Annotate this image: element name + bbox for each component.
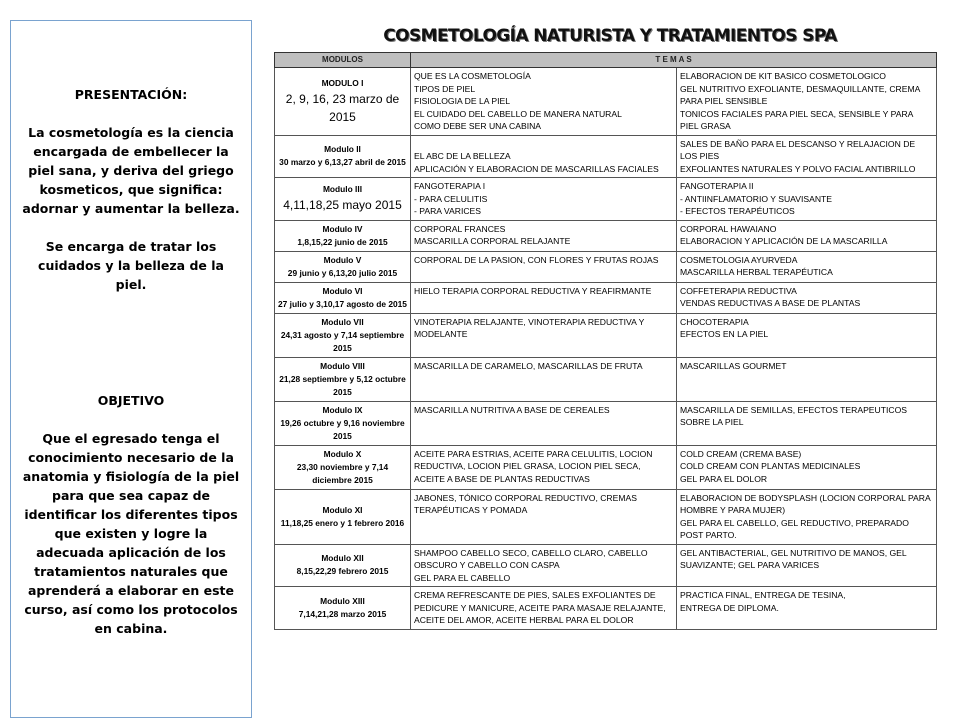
module-cell <box>275 544 411 587</box>
module-dates: 29 junio y 6,13,20 julio 2015 <box>287 267 398 278</box>
module-dates: 19,26 octubre y 9,16 noviembre 2015 <box>280 417 405 441</box>
topic-line: GEL PARA EL CABELLO <box>414 572 511 583</box>
table-row <box>275 489 937 544</box>
topic-line: GEL PARA EL DOLOR <box>680 473 768 484</box>
topic-line: CORPORAL FRANCES <box>414 223 506 234</box>
topic-line: SHAMPOO CABELLO SECO, CABELLO CLARO, CABELLO OBSCURO Y CABELLO CON CASPA <box>414 547 648 570</box>
topics-cell-a <box>411 445 677 489</box>
table-row <box>275 220 937 251</box>
topic-line: VENDAS REDUCTIVAS A BASE DE PLANTAS <box>680 298 861 308</box>
topic-line: ELABORACION Y APLICACIÓN DE LA MASCARILLA <box>680 236 888 246</box>
topics-cell-a <box>411 135 677 178</box>
module-cell <box>275 445 411 489</box>
module-cell <box>275 313 411 357</box>
topic-line: - ANTIINFLAMATORIO Y SUAVISANTE <box>680 193 833 204</box>
module-dates: 4,11,18,25 mayo 2015 <box>283 198 402 213</box>
page-title: COSMETOLOGÍA NATURISTA Y TRATAMIENTOS SPA <box>383 26 837 46</box>
topic-line: GEL PARA EL CABELLO, GEL REDUCTIVO, PREPARADO POST PARTO. <box>680 517 909 540</box>
topics-cell-b <box>677 220 937 251</box>
topic-line: MASCARILLAS GOURMET <box>680 360 787 371</box>
topic-line: TIPOS DE PIEL <box>414 83 476 94</box>
module-dates: 8,15,22,29 febrero 2015 <box>296 566 389 577</box>
topic-line: CORPORAL DE LA PASION, CON FLORES Y FRUTAS ROJAS <box>414 254 659 265</box>
topics-cell-a <box>411 220 677 251</box>
topics-cell-a <box>411 401 677 445</box>
topics-cell-a <box>411 587 677 630</box>
left-info-panel <box>10 20 252 718</box>
topics-cell-b <box>677 357 937 401</box>
topic-line: MASCARILLA DE CARAMELO, MASCARILLAS DE FRUTA <box>414 360 643 371</box>
topic-line: FISIOLOGIA DE LA PIEL <box>414 96 511 106</box>
topic-line: MASCARILLA DE SEMILLAS, EFECTOS TERAPEUTICOS SOBRE LA PIEL <box>680 404 908 427</box>
topics-cell-b <box>677 135 937 178</box>
module-name: Modulo XI <box>322 504 363 515</box>
topic-line: HIELO TERAPIA CORPORAL REDUCTIVA Y REAFIRMANTE <box>414 285 652 296</box>
topic-line: COSMETOLOGIA AYURVEDA <box>680 254 798 265</box>
topic-line: COLD CREAM CON PLANTAS MEDICINALES <box>680 461 861 471</box>
module-name: Modulo XIII <box>320 595 365 606</box>
module-name: Modulo III <box>322 184 363 195</box>
module-dates: 23,30 noviembre y 7,14 diciembre 2015 <box>296 461 389 485</box>
topic-line: FANGOTERAPIA II <box>680 181 754 191</box>
module-name: Modulo V <box>323 254 362 265</box>
topics-cell-a <box>411 68 677 136</box>
topic-line: ELABORACION DE BODYSPLASH (LOCION CORPORAL PARA HOMBRE Y PARA MUJER) <box>680 492 931 515</box>
table-row <box>275 135 937 178</box>
topic-line: - PARA CELULITIS <box>414 193 488 204</box>
topic-line: ENTREGA DE DIPLOMA. <box>680 602 779 613</box>
module-dates: 27 julio y 3,10,17 agosto de 2015 <box>278 298 407 309</box>
module-name: Modulo IX <box>322 404 363 415</box>
module-cell <box>275 135 411 178</box>
topics-cell-b <box>677 251 937 282</box>
topic-line <box>414 138 673 151</box>
objective-heading: OBJETIVO <box>97 393 165 408</box>
topics-cell-a <box>411 313 677 357</box>
topic-line: SALES DE BAÑO PARA EL DESCANSO Y RELAJACION DE LOS PIES <box>680 138 916 161</box>
modules-table <box>274 52 937 630</box>
module-cell <box>275 587 411 630</box>
topic-line: EXFOLIANTES NATURALES Y POLVO FACIAL ANTIBRILLO <box>680 163 916 174</box>
module-name: MODULO I <box>321 77 364 88</box>
table-header-row <box>275 53 937 68</box>
topic-line: ELABORACION DE KIT BASICO COSMETOLOGICO <box>680 71 886 81</box>
presentation-heading: PRESENTACIÓN: <box>74 87 188 102</box>
module-name: Modulo XII <box>321 553 364 564</box>
topic-line: CHOCOTERAPIA <box>680 316 749 327</box>
presentation-text: La cosmetología es la ciencia encargada de embellecer la piel sana, y deriva del griego kosmeticos, que significa: adornar y aumentar la belleza. <box>22 125 240 216</box>
topic-line: ACEITE PARA ESTRIAS, ACEITE PARA CELULITIS, LOCION REDUCTIVA, LOCION PIEL GRASA, LOCION PIEL SECA, ACEITE A BASE DE PLANTAS REDUCTIVAS <box>414 448 653 484</box>
topics-cell-a <box>411 282 677 313</box>
table-row <box>275 544 937 587</box>
topic-line: - EFECTOS TERAPÉUTICOS <box>680 206 795 216</box>
module-cell <box>275 489 411 544</box>
module-name: Modulo IV <box>322 223 363 234</box>
table-row <box>275 357 937 401</box>
topic-line: EL ABC DE LA BELLEZA <box>414 151 511 161</box>
table-row <box>275 587 937 630</box>
topic-line: PRACTICA FINAL, ENTREGA DE TESINA, <box>680 590 846 600</box>
topic-line: COMO DEBE SER UNA CABINA <box>414 121 542 131</box>
module-name: Modulo X <box>323 448 362 459</box>
module-name: Modulo VII <box>321 316 364 327</box>
topics-cell-b <box>677 587 937 630</box>
table-row <box>275 178 937 221</box>
topic-line: APLICACIÓN Y ELABORACION DE MASCARILLAS FACIALES <box>414 163 659 174</box>
table-row <box>275 282 937 313</box>
topic-line: JABONES, TÓNICO CORPORAL REDUCTIVO, CREMAS TERAPÉUTICAS Y POMADA <box>414 492 637 515</box>
table-row <box>275 313 937 357</box>
header-modules: MODULOS <box>275 53 411 68</box>
topic-line: VINOTERAPIA RELAJANTE, VINOTERAPIA REDUCTIVA Y MODELANTE <box>414 316 645 339</box>
table-row <box>275 251 937 282</box>
topics-cell-a <box>411 178 677 221</box>
module-cell <box>275 282 411 313</box>
topic-line: MASCARILLA CORPORAL RELAJANTE <box>414 236 571 246</box>
topic-line: GEL NUTRITIVO EXFOLIANTE, DESMAQUILLANTE, CREMA PARA PIEL SENSIBLE <box>680 83 920 106</box>
topics-cell-a <box>411 357 677 401</box>
module-name: Modulo VI <box>322 285 363 296</box>
module-cell <box>275 178 411 221</box>
topic-line: COLD CREAM (CREMA BASE) <box>680 448 802 459</box>
topics-cell-a <box>411 544 677 587</box>
topic-line: MASCARILLA NUTRITIVA A BASE DE CEREALES <box>414 404 610 415</box>
topic-line: CREMA REFRESCANTE DE PIES, SALES EXFOLIANTES DE PEDICURE Y MANICURE, ACEITE PARA MASAJE RELAJANTE, ACEITE DEL AMOR, ACEITE HERBAL PARA EL DOLOR <box>414 590 666 625</box>
topics-cell-b <box>677 445 937 489</box>
topic-line: TONICOS FACIALES PARA PIEL SECA, SENSIBLE Y PARA PIEL GRASA <box>680 108 913 131</box>
table-row <box>275 445 937 489</box>
topics-cell-a <box>411 251 677 282</box>
topic-line: FANGOTERAPIA I <box>414 181 486 191</box>
module-cell <box>275 357 411 401</box>
module-cell <box>275 401 411 445</box>
module-dates: 1,8,15,22 junio de 2015 <box>297 236 388 247</box>
table-body <box>275 68 937 630</box>
topic-line: CORPORAL HAWAIANO <box>680 223 777 234</box>
topics-cell-b <box>677 401 937 445</box>
table-row <box>275 401 937 445</box>
topics-cell-b <box>677 68 937 136</box>
objective-text: Que el egresado tenga el conocimiento necesario de la anatomia y fisiología de la piel para que sea capaz de identificar los diferentes tipos que existen y logre la adecuada aplicación de los tratamientos naturales que aprenderá a elaborar en este curso, así como los protocolos en cabina. <box>22 431 240 636</box>
topics-cell-a <box>411 489 677 544</box>
module-cell <box>275 251 411 282</box>
module-dates: 30 marzo y 6,13,27 abril de 2015 <box>279 157 406 168</box>
module-name: Modulo II <box>324 144 361 155</box>
topics-cell-b <box>677 178 937 221</box>
topic-line: - PARA VARICES <box>414 206 482 216</box>
topics-cell-b <box>677 489 937 544</box>
module-cell <box>275 220 411 251</box>
table-row <box>275 68 937 136</box>
topic-line: EL CUIDADO DEL CABELLO DE MANERA NATURAL <box>414 108 622 119</box>
topics-cell-b <box>677 282 937 313</box>
header-topics: T E M A S <box>411 53 937 68</box>
module-dates: 24,31 agosto y 7,14 septiembre 2015 <box>280 329 405 353</box>
module-dates: 2, 9, 16, 23 marzo de 2015 <box>285 91 400 124</box>
topic-line: COFFETERAPIA REDUCTIVA <box>680 285 797 296</box>
topics-cell-b <box>677 544 937 587</box>
topic-line: EFECTOS EN LA PIEL <box>680 329 769 339</box>
module-cell <box>275 68 411 136</box>
topic-line: QUE ES LA COSMETOLOGÍA <box>414 71 531 81</box>
module-name: Modulo VIII <box>320 360 365 371</box>
topic-line: GEL ANTIBACTERIAL, GEL NUTRITIVO DE MANOS, GEL SUAVIZANTE; GEL PARA VARICES <box>680 547 907 570</box>
topic-line: MASCARILLA HERBAL TERAPÉUTICA <box>680 267 833 277</box>
presentation-text-2: Se encarga de tratar los cuidados y la belleza de la piel. <box>38 239 224 292</box>
topics-cell-b <box>677 313 937 357</box>
module-dates: 21,28 septiembre y 5,12 octubre 2015 <box>279 373 406 397</box>
module-dates: 7,14,21,28 marzo 2015 <box>298 608 387 619</box>
module-dates: 11,18,25 enero y 1 febrero 2016 <box>280 517 405 528</box>
